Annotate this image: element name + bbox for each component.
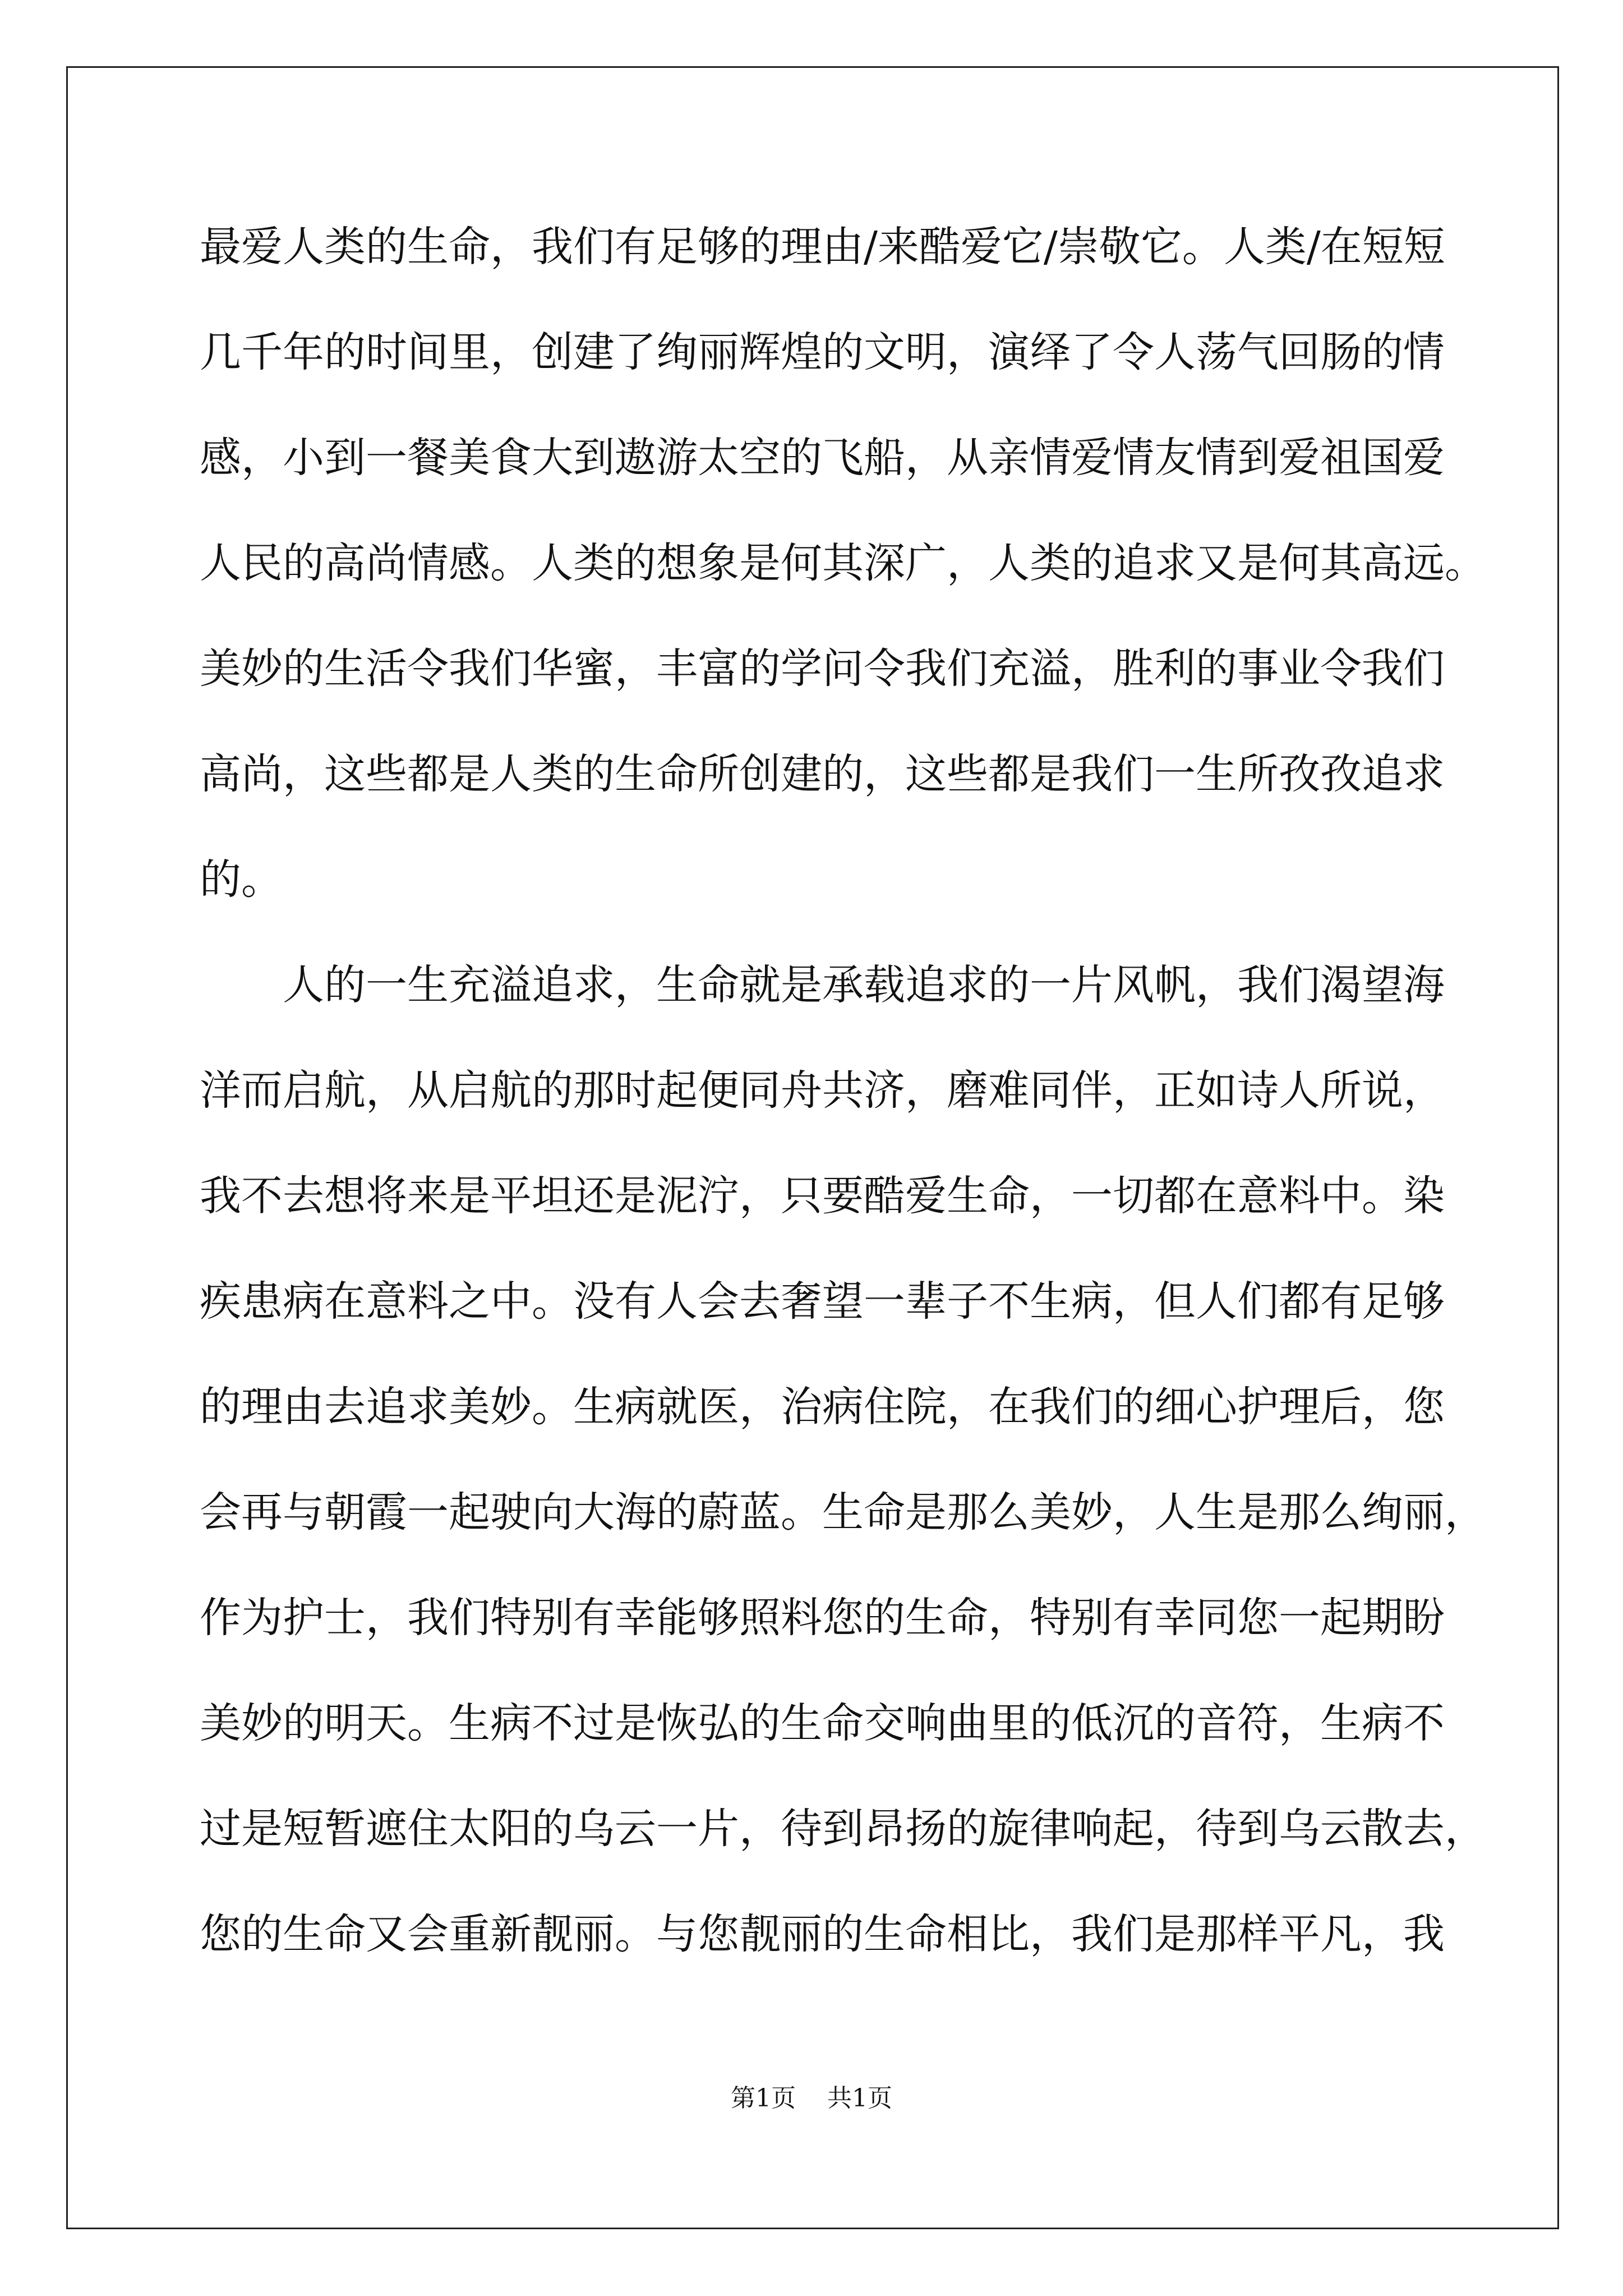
text-line: 的理由去追求美妙。生病就医，治病住院，在我们的细心护理后，您 xyxy=(200,1383,1445,1431)
text-line: 高尚，这些都是人类的生命所创建的，这些都是我们一生所孜孜追求 xyxy=(200,750,1445,798)
text-line: 感，小到一餐美食大到遨游太空的飞船，从亲情爱情友情到爱祖国爱 xyxy=(200,434,1445,482)
text-line: 人民的高尚情感。人类的想象是何其深广，人类的追求又是何其高远。 xyxy=(200,539,1486,587)
page-number: 第1页 xyxy=(731,2084,796,2113)
text-line: 最爱人类的生命，我们有足够的理由/来酷爱它/崇敬它。人类/在短短 xyxy=(200,223,1445,271)
text-line: 的。 xyxy=(200,855,283,904)
text-line: 疾患病在意料之中。没有人会去奢望一辈子不生病，但人们都有足够 xyxy=(200,1277,1445,1326)
text-line: 洋而启航，从启航的那时起便同舟共济，磨难同伴，正如诗人所说， xyxy=(200,1066,1445,1115)
text-line: 美妙的生活令我们华蜜，丰富的学问令我们充溢，胜利的事业令我们 xyxy=(200,645,1445,693)
text-line: 会再与朝霞一起驶向大海的蔚蓝。生命是那么美妙，人生是那么绚丽， xyxy=(200,1488,1486,1536)
paragraph-first-line: 人的一生充溢追求，生命就是承载追求的一片风帆，我们渴望海 xyxy=(283,961,1445,1009)
page-total: 共1页 xyxy=(827,2084,892,2113)
text-line: 您的生命又会重新靓丽。与您靓丽的生命相比，我们是那样平凡，我 xyxy=(200,1910,1445,1958)
text-line: 我不去想将来是平坦还是泥泞，只要酷爱生命，一切都在意料中。染 xyxy=(200,1172,1445,1220)
document-body xyxy=(200,223,1486,2016)
text-line: 作为护士，我们特别有幸能够照料您的生命，特别有幸同您一起期盼 xyxy=(200,1594,1445,1642)
text-line: 几千年的时间里，创建了绚丽辉煌的文明，演绎了令人荡气回肠的情 xyxy=(200,328,1445,376)
text-line: 美妙的明天。生病不过是恢弘的生命交响曲里的低沉的音符，生病不 xyxy=(200,1699,1445,1747)
page-footer xyxy=(0,2084,1623,2113)
text-line: 过是短暂遮住太阳的乌云一片，待到昂扬的旋律响起，待到乌云散去， xyxy=(200,1805,1486,1853)
